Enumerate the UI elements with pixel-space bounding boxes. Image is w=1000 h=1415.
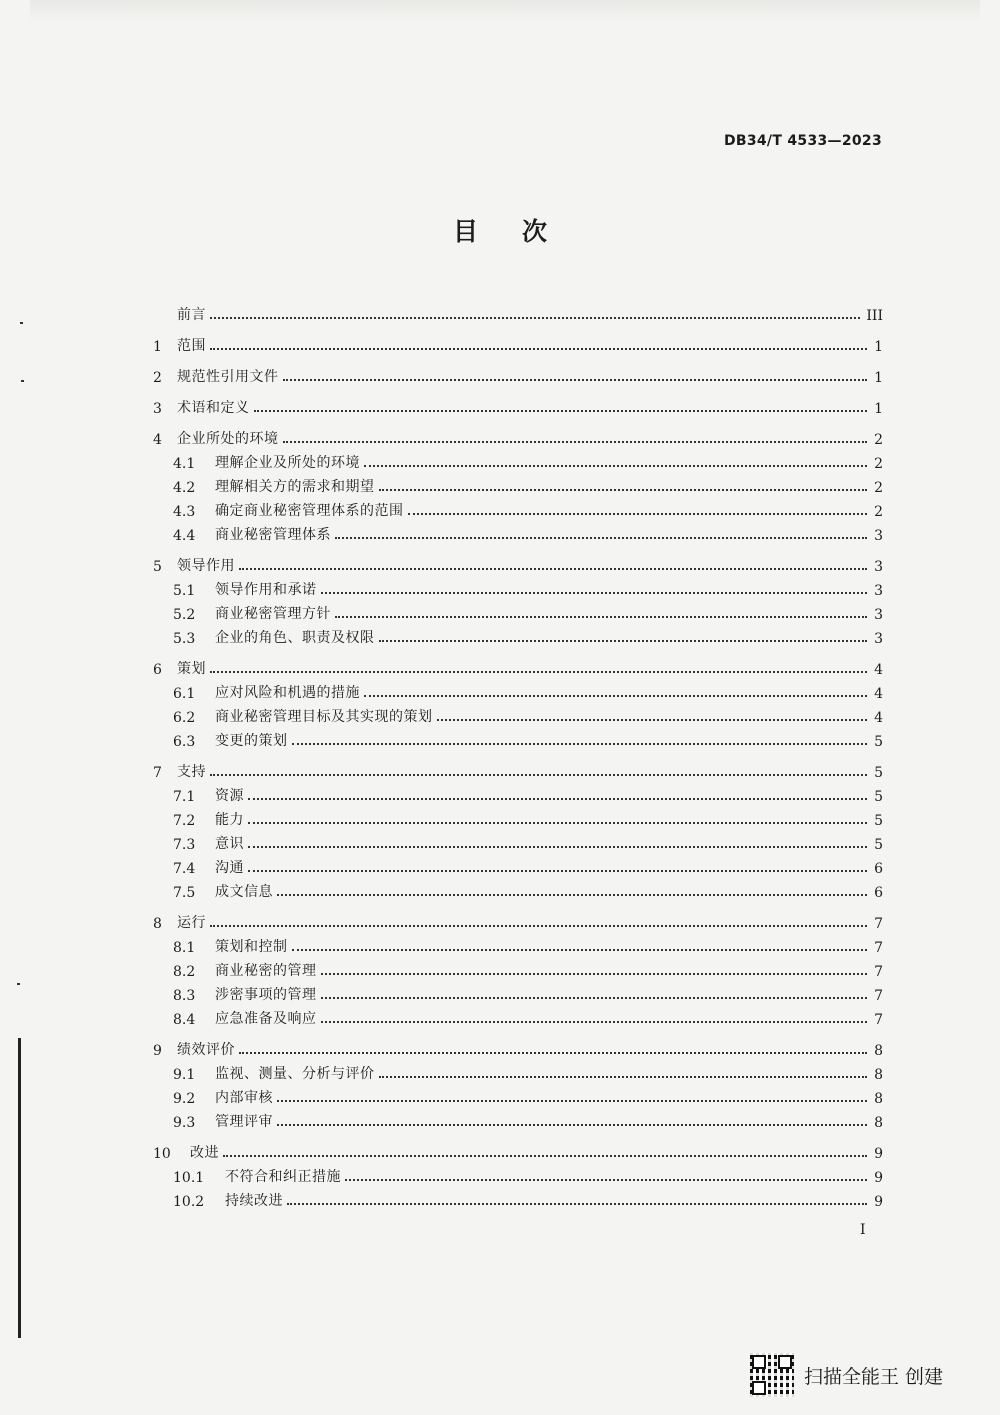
toc-entry-number: 4.4 xyxy=(173,528,196,544)
page-folio: I xyxy=(860,1222,866,1238)
toc-leader-dots xyxy=(254,410,868,412)
toc-entry-label: 领导作用 xyxy=(177,558,235,574)
scan-edge-mark xyxy=(18,1038,21,1338)
watermark-text: 扫描全能王 创建 xyxy=(804,1365,944,1388)
toc-entry-page: 7 xyxy=(874,1012,883,1028)
toc-leader-dots xyxy=(210,348,867,350)
toc-leader-dots xyxy=(210,317,860,319)
toc-entry-number: 7.5 xyxy=(173,885,196,901)
toc-entry-page: 5 xyxy=(874,765,883,781)
toc-entry-page: 7 xyxy=(874,988,883,1004)
toc-entry-label: 持续改进 xyxy=(225,1193,283,1209)
toc-entry-label: 意识 xyxy=(215,836,244,852)
toc-entry[interactable] xyxy=(173,702,883,726)
toc-entry[interactable] xyxy=(153,393,883,417)
toc-entry[interactable] xyxy=(173,599,883,623)
toc-entry-number: 5.2 xyxy=(173,607,196,623)
toc-leader-dots xyxy=(335,537,867,539)
toc-entry-page: 1 xyxy=(874,401,883,417)
toc-entry-number: 5.1 xyxy=(173,583,196,599)
toc-entry-page: 1 xyxy=(874,370,883,386)
toc-entry-label: 涉密事项的管理 xyxy=(215,987,317,1003)
toc-entry-label: 绩效评价 xyxy=(177,1042,235,1058)
toc-leader-dots xyxy=(335,616,867,618)
toc-leader-dots xyxy=(292,949,868,951)
toc-entry-label: 策划 xyxy=(177,661,206,677)
toc-entry-page: 9 xyxy=(874,1194,883,1210)
toc-entry-number: 8 xyxy=(153,916,162,932)
toc-entry-page: 2 xyxy=(874,456,883,472)
title-part-2: 次 xyxy=(522,217,548,246)
scanner-watermark xyxy=(750,1352,970,1398)
toc-entry[interactable] xyxy=(173,575,883,599)
toc-entry-label: 理解相关方的需求和期望 xyxy=(215,479,375,495)
toc-entry[interactable] xyxy=(173,1083,883,1107)
toc-entry[interactable] xyxy=(153,908,883,932)
toc-entry-page: 7 xyxy=(874,964,883,980)
toc-entry-label: 企业的角色、职责及权限 xyxy=(215,630,375,646)
toc-leader-dots xyxy=(321,592,868,594)
toc-entry-number: 3 xyxy=(153,401,162,417)
toc-entry-label: 不符合和纠正措施 xyxy=(225,1169,341,1185)
toc-leader-dots xyxy=(379,1076,868,1078)
toc-entry-label: 运行 xyxy=(177,915,206,931)
toc-entry-label: 资源 xyxy=(215,788,244,804)
toc-entry-number: 5 xyxy=(153,559,162,575)
toc-entry-number: 6.1 xyxy=(173,686,196,702)
toc-entry-number: 6 xyxy=(153,662,162,678)
toc-entry-number: 9.2 xyxy=(173,1091,196,1107)
toc-entry[interactable] xyxy=(173,496,883,520)
toc-entry-page: 2 xyxy=(874,504,883,520)
toc-leader-dots xyxy=(248,870,867,872)
toc-entry-page: 5 xyxy=(874,813,883,829)
toc-entry-label: 术语和定义 xyxy=(177,400,250,416)
toc-entry-label: 规范性引用文件 xyxy=(177,369,279,385)
toc-entry[interactable] xyxy=(153,331,883,355)
toc-entry[interactable] xyxy=(173,1162,883,1186)
toc-leader-dots xyxy=(239,1052,867,1054)
toc-leader-dots xyxy=(210,925,867,927)
toc-leader-dots xyxy=(283,379,868,381)
toc-leader-dots xyxy=(364,465,867,467)
toc-leader-dots xyxy=(277,894,867,896)
toc-entry[interactable] xyxy=(153,300,883,324)
toc-entry-page: 6 xyxy=(874,885,883,901)
toc-entry-label: 沟通 xyxy=(215,860,244,876)
toc-leader-dots xyxy=(408,513,868,515)
toc-entry[interactable] xyxy=(173,472,883,496)
toc-entry-page: 8 xyxy=(874,1067,883,1083)
toc-entry-label: 改进 xyxy=(190,1145,219,1161)
toc-entry-number: 10.2 xyxy=(173,1194,205,1210)
toc-leader-dots xyxy=(321,973,868,975)
toc-entry[interactable] xyxy=(173,1004,883,1028)
toc-entry[interactable] xyxy=(153,757,883,781)
toc-entry-page: 5 xyxy=(874,837,883,853)
toc-leader-dots xyxy=(321,1021,868,1023)
toc-leader-dots xyxy=(321,997,868,999)
toc-leader-dots xyxy=(379,489,868,491)
toc-entry-label: 应对风险和机遇的措施 xyxy=(215,685,360,701)
toc-entry-number: 7.2 xyxy=(173,813,196,829)
toc-entry-label: 变更的策划 xyxy=(215,733,288,749)
page-title xyxy=(0,212,1000,248)
toc-entry-page: 1 xyxy=(874,339,883,355)
toc-entry[interactable] xyxy=(173,781,883,805)
toc-entry[interactable] xyxy=(153,654,883,678)
toc-entry-label: 前言 xyxy=(177,307,206,323)
toc-leader-dots xyxy=(437,719,868,721)
toc-leader-dots xyxy=(283,441,868,443)
scan-speck xyxy=(20,322,23,324)
toc-entry-number: 10.1 xyxy=(173,1170,205,1186)
toc-entry-page: 4 xyxy=(874,686,883,702)
toc-entry-number: 7.3 xyxy=(173,837,196,853)
toc-entry[interactable] xyxy=(173,1186,883,1210)
toc-leader-dots xyxy=(239,568,867,570)
toc-entry-label: 策划和控制 xyxy=(215,939,288,955)
toc-entry-label: 监视、测量、分析与评价 xyxy=(215,1066,375,1082)
toc-leader-dots xyxy=(379,640,868,642)
toc-entry-number: 4.2 xyxy=(173,480,196,496)
toc-entry-number: 4 xyxy=(153,432,162,448)
toc-entry[interactable] xyxy=(173,1107,883,1131)
toc-entry-page: 3 xyxy=(874,607,883,623)
scan-shadow xyxy=(30,0,980,22)
toc-entry-number: 9 xyxy=(153,1043,162,1059)
toc-entry-page: 8 xyxy=(874,1091,883,1107)
toc-entry[interactable] xyxy=(153,424,883,448)
toc-entry-page: 7 xyxy=(874,940,883,956)
toc-entry-page: 6 xyxy=(874,861,883,877)
toc-entry-page: 9 xyxy=(874,1170,883,1186)
toc-entry-label: 商业秘密管理方针 xyxy=(215,606,331,622)
toc-entry-page: 3 xyxy=(874,631,883,647)
toc-entry-number: 9.3 xyxy=(173,1115,196,1131)
toc-entry[interactable] xyxy=(173,877,883,901)
toc-entry[interactable] xyxy=(173,805,883,829)
toc-entry-label: 理解企业及所处的环境 xyxy=(215,455,360,471)
toc-entry-label: 应急准备及响应 xyxy=(215,1011,317,1027)
toc-leader-dots xyxy=(292,743,868,745)
toc-entry[interactable] xyxy=(173,1059,883,1083)
toc-entry-page: 4 xyxy=(874,662,883,678)
toc-entry[interactable] xyxy=(173,980,883,1004)
toc-entry-number: 4.3 xyxy=(173,504,196,520)
toc-leader-dots xyxy=(210,774,867,776)
title-part-1: 目 xyxy=(452,217,478,246)
toc-leader-dots xyxy=(248,822,867,824)
toc-entry-label: 商业秘密的管理 xyxy=(215,963,317,979)
toc-entry-number: 10 xyxy=(153,1146,171,1162)
toc-entry-number: 5.3 xyxy=(173,631,196,647)
toc-leader-dots xyxy=(223,1155,867,1157)
toc-entry-number: 4.1 xyxy=(173,456,196,472)
toc-entry-number: 7.1 xyxy=(173,789,196,805)
qr-code-icon xyxy=(750,1353,794,1397)
toc-entry[interactable] xyxy=(173,932,883,956)
scan-speck xyxy=(17,983,20,985)
toc-entry-page: 3 xyxy=(874,559,883,575)
toc-entry[interactable] xyxy=(173,520,883,544)
toc-leader-dots xyxy=(277,1100,867,1102)
toc-leader-dots xyxy=(248,846,867,848)
toc-leader-dots xyxy=(345,1179,867,1181)
toc-entry-number: 7.4 xyxy=(173,861,196,877)
toc-entry[interactable] xyxy=(173,726,883,750)
toc-entry[interactable] xyxy=(173,829,883,853)
toc-entry-page: 7 xyxy=(874,916,883,932)
toc-entry-label: 能力 xyxy=(215,812,244,828)
toc-entry-page: III xyxy=(866,308,883,324)
toc-entry[interactable] xyxy=(153,551,883,575)
toc-entry-page: 5 xyxy=(874,789,883,805)
toc-entry-number: 8.1 xyxy=(173,940,196,956)
toc-entry-label: 商业秘密管理目标及其实现的策划 xyxy=(215,709,433,725)
document-code: DB34/T 4533—2023 xyxy=(723,133,882,149)
toc-entry-page: 2 xyxy=(874,432,883,448)
toc-entry-number: 1 xyxy=(153,339,162,355)
toc-entry[interactable] xyxy=(173,448,883,472)
toc-entry-label: 成文信息 xyxy=(215,884,273,900)
toc-entry[interactable] xyxy=(153,1138,883,1162)
toc-entry[interactable] xyxy=(173,956,883,980)
toc-entry-number: 8.4 xyxy=(173,1012,196,1028)
toc-entry[interactable] xyxy=(173,678,883,702)
toc-entry-page: 3 xyxy=(874,528,883,544)
toc-leader-dots xyxy=(210,671,867,673)
toc-entry-number: 6.2 xyxy=(173,710,196,726)
toc-entry-label: 确定商业秘密管理体系的范围 xyxy=(215,503,404,519)
toc-entry[interactable] xyxy=(153,1035,883,1059)
toc-leader-dots xyxy=(248,798,867,800)
toc-entry-number: 2 xyxy=(153,370,162,386)
toc-entry-page: 9 xyxy=(874,1146,883,1162)
toc-entry-label: 领导作用和承诺 xyxy=(215,582,317,598)
toc-entry-page: 8 xyxy=(874,1043,883,1059)
toc-entry-number: 8.2 xyxy=(173,964,196,980)
toc-entry[interactable] xyxy=(173,623,883,647)
toc-entry-number: 6.3 xyxy=(173,734,196,750)
toc-entry-number: 8.3 xyxy=(173,988,196,1004)
toc-leader-dots xyxy=(364,695,867,697)
toc-leader-dots xyxy=(287,1203,867,1205)
toc-entry-label: 商业秘密管理体系 xyxy=(215,527,331,543)
toc-entry-page: 8 xyxy=(874,1115,883,1131)
toc-entry-number: 9.1 xyxy=(173,1067,196,1083)
toc-entry[interactable] xyxy=(153,362,883,386)
toc-entry-page: 2 xyxy=(874,480,883,496)
toc-leader-dots xyxy=(277,1124,867,1126)
toc-entry-label: 内部审核 xyxy=(215,1090,273,1106)
toc-entry-label: 范围 xyxy=(177,338,206,354)
toc-entry-page: 4 xyxy=(874,710,883,726)
toc-entry-number: 7 xyxy=(153,765,162,781)
toc-entry-label: 管理评审 xyxy=(215,1114,273,1130)
toc-entry-label: 企业所处的环境 xyxy=(177,431,279,447)
toc-entry-page: 3 xyxy=(874,583,883,599)
scan-speck xyxy=(21,380,24,382)
toc-entry-page: 5 xyxy=(874,734,883,750)
toc-entry-label: 支持 xyxy=(177,764,206,780)
toc-entry[interactable] xyxy=(173,853,883,877)
